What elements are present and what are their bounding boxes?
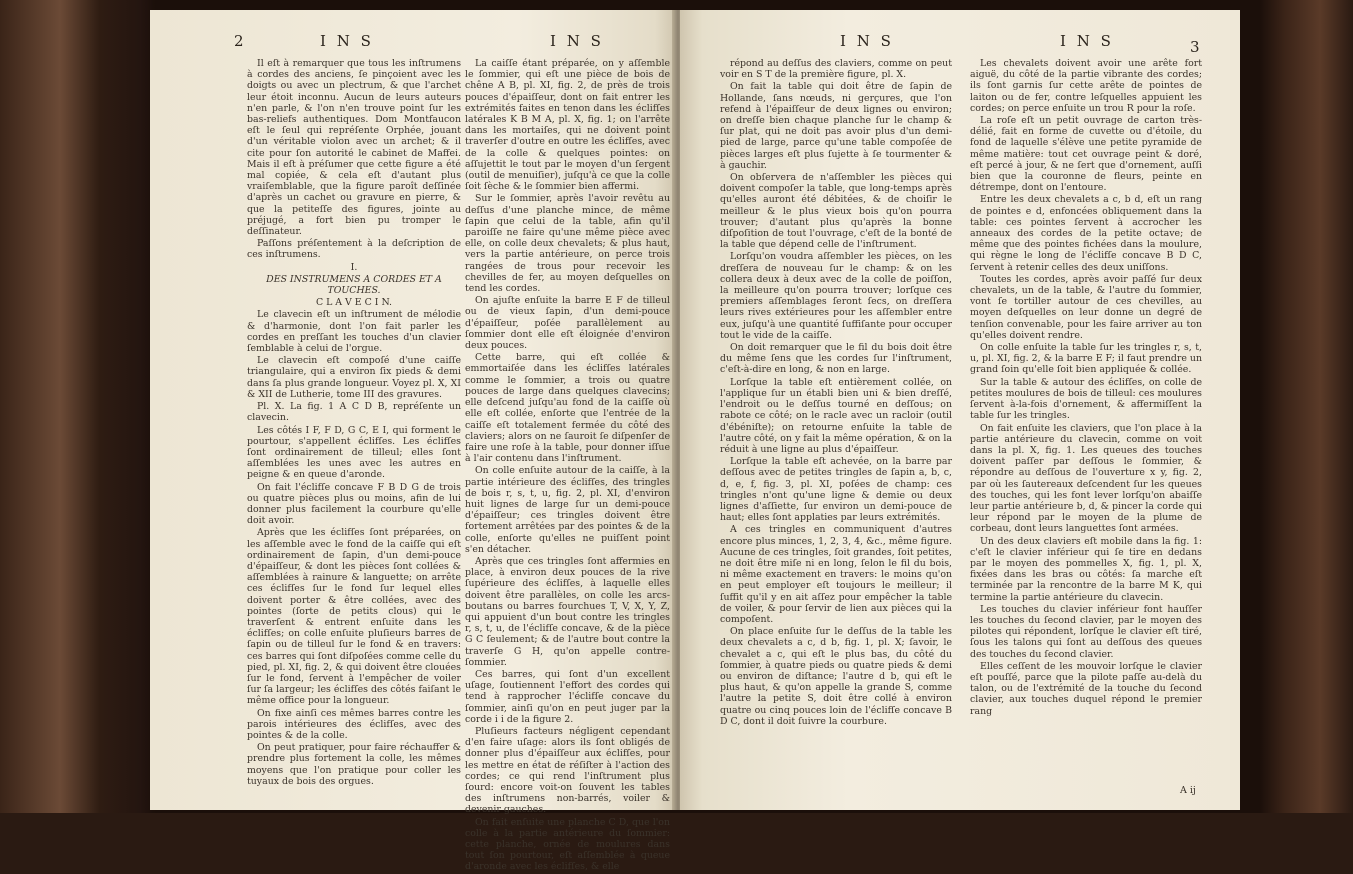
paragraph: On ajuſte enſuite la barre E F de tilleul ou de vieux ſapin, d'un demi-pouce d'épaiſſeur, poſée parallèlement au ſommier dont elle eſt éloignée d'environ deux pouces. — [465, 295, 670, 352]
paragraph: Le clavecin eſt un inſtrument de mélodie & d'harmonie, dont l'on fait parler les cordes en preſſant les touches d'un clavier ſemblable à celui de l'orgue. — [247, 309, 461, 355]
paragraph: DES INSTRUMENS A CORDES ET A TOUCHES. — [266, 273, 442, 297]
paragraph: Elles ceſſent de les mouvoir lorſque le clavier eſt pouſſé, parce que la pilote paſſe au-delà du talon, ou de l'extrémité de la touche du ſecond clavier, aux touches duquel répond le premier rang — [970, 660, 1202, 717]
running-head-left-1: I N S — [320, 32, 374, 50]
paragraph: Le clavecin eſt compoſé d'une caiſſe triangulaire, qui a environ ſix pieds & demi dans ſa plus grande longueur. Voyez pl. X, XI & XII de Lutherie, tome III des gravures. — [247, 355, 461, 400]
paragraph: Après que les éclifſes ſont préparées, on les aſſemble avec le fond de la caiſſe qui eſt ordinairement de ſapin, d'un demi-pouce d'épaiſſeur, & dont les pièces ſont collées & aſſemblées à rainure & languette; on arrête ces éclifſes ſur le fond ſur lequel elles doivent porter & être collées, avec des pointes (ſorte de petits clous) qui le traverſent & entrent enſuite dans les éclifſes; on colle enſuite pluſieurs barres de ſapin ou de tilleul ſur le fond & en travers: ces barres qui ſont diſpoſées comme celle du pied, pl. XI, fig. 2, & qui doivent être clouées ſur le fond, ſervent à l'empêcher de voiler ſur ſa largeur; les éclifſes des côtés faiſant le même office pour la longueur. — [247, 527, 461, 707]
paragraph: On peut pratiquer, pour faire réchauffer & prendre plus fortement la colle, les mêmes moyens que l'on pratique pour coller les tuyaux de bois des orgues. — [247, 742, 461, 787]
signature-mark: A ij — [1180, 785, 1196, 796]
paragraph: On obſervera de n'aſſembler les pièces qui doivent compoſer la table, que long-temps après qu'elles auront été débitées, & de choiſir le meilleur & le plus vieux bois qu'on pourra trouver; d'autant plus qu'après la bonne diſpoſition de tout l'ouvrage, c'eſt de la bonté de la table que dépend celle de l'inſtrument. — [720, 172, 952, 251]
paragraph: On colle enſuite autour de la caiſſe, à la partie intérieure des éclifſes, des tringles de bois r, s, t, u, fig. 2, pl. XI, d'environ huit lignes de large ſur un demi-pouce d'épaiſſeur; ces tringles doivent être fortement arrêtées par des pointes & de la colle, enſorte qu'elles ne puiſſent point s'en détacher. — [465, 465, 670, 555]
paragraph: On fait enſuite les claviers, que l'on place à la partie antérieure du clavecin, comme on voit dans la pl. X, fig. 1. Les queues des touches doivent paſſer par deſſous le ſommier, & répondre au deſſous de l'ouverture x y, fig. 2, par où les ſautereaux deſcendent ſur les queues des touches, qui les font lever lorſqu'on abaiſſe leur partie antérieure b, d, & pincer la corde qui leur répond par le moyen de la plume de corbeau, dont leurs languettes ſont armées. — [970, 422, 1202, 535]
running-head-right-2: I N S — [1060, 32, 1114, 50]
paragraph: Pl. X. La fig. 1 A C D B, repréſente un clavecin. — [247, 401, 461, 424]
paragraph: Lorſque la table eſt achevée, on la barre par deſſous avec de petites tringles de ſapin a, b, c, d, e, f, fig. 3, pl. XI, poſées de champ: ces tringles n'ont qu'une ligne & demie ou deux lignes d'aſſiette, ſur environ un demi-pouce de haut; elles ſont applaties par leurs extrémités. — [720, 456, 952, 524]
paragraph: Entre les deux chevalets a c, b d, eſt un rang de pointes e d, enfoncées obliquement dans la table: ces pointes ſervent à accrocher les anneaux des cordes de la petite octave; de même que des pointes fichées dans la moulure, qui règne le long de l'éclifſe concave B D C, ſervent à retenir celles des deux uniſſons. — [970, 194, 1202, 273]
page-number-left: 2 — [234, 32, 247, 50]
paragraph: On place enſuite ſur le deſſus de la table les deux chevalets a c, d b, fig. 1, pl. X; ſavoir, le chevalet a c, qui eſt le plus bas, du côté du ſommier, à quatre pieds ou quatre pieds & demi ou environ de diſtance; l'autre d b, qui eſt le plus haut, & qu'on appelle la grande S, comme l'autre la petite S, doit être collé à environ quatre ou cinq pouces loin de l'éclifſe concave B D C, dont il doit ſuivre la courbure. — [720, 626, 952, 727]
paragraph: Ces barres, qui ſont d'un excellent uſage, ſoutiennent l'effort des cordes qui tend à rapprocher l'éclifſe concave du ſommier, ainſi qu'on en peut juger par la corde i i de la figure 2. — [465, 668, 670, 725]
paragraph: Cette barre, qui eſt collée & emmortaiſée dans les éclifſes latérales comme le ſommier, a trois ou quatre pouces de large dans quelques clavecins; elle deſcend juſqu'au fond de la caiſſe où elle eſt collée, enſorte que l'entrée de la caiſſe eſt totalement fermée du côté des claviers; alors on ne ſauroit ſe diſpenſer de faire une roſe à la table, pour donner iſſue à l'air contenu dans l'inſtrument. — [465, 352, 670, 465]
page-number-right: 3 — [1190, 38, 1203, 56]
paragraph: I. — [350, 261, 358, 273]
left-page-column-1 — [247, 58, 461, 788]
paragraph: C L A V E C I N. — [315, 297, 393, 309]
paragraph: On doit remarquer que le fil du bois doit être du même ſens que les cordes ſur l'inſtrument, c'eſt-à-dire en long, & non en large. — [720, 342, 952, 376]
paragraph: Lorſqu'on voudra aſſembler les pièces, on les dreſſera de nouveau ſur le champ: & on les collera deux à deux avec de la colle de poiſſon, la meilleure qu'on pourra trouver; lorſque ces premiers aſſemblages ſeront ſecs, on dreſſera leurs rives extérieures pour les aſſembler entre eux, juſqu'à une quantité ſuffiſante pour occuper tout le vide de la caiſſe. — [720, 251, 952, 341]
paragraph: Lorſque la table eſt entièrement collée, on l'applique ſur un établi bien uni & bien dreſſé, l'endroit ou le deſſus tourné en deſſous; on rabote ce côté; on le racle avec un racloir (outil d'ébéniſte); on retourne enſuite la table de l'autre côté, on y fait la même opération, & on la réduit à une ligne au plus d'épaiſſeur. — [720, 376, 952, 455]
paragraph: Les chevalets doivent avoir une arête fort aiguë, du côté de la partie vibrante des cordes; ils ſont garnis ſur cette arête de pointes de laiton ou de fer, contre leſquelles appuient les cordes; on perce enſuite un trou R pour la roſe. — [970, 58, 1202, 114]
paragraph: On fait la table qui doit être de ſapin de Hollande, ſans nœuds, ni gerçures, que l'on refend à l'épaiſſeur de deux lignes ou environ; on dreſſe bien chaque planche ſur le champ & ſur plat, qui ne doit pas avoir plus d'un demi-pied de large, parce qu'une table compoſée de pièces larges eſt plus ſujette à ſe tourmenter & à gauchir. — [720, 81, 952, 171]
paragraph: A ces tringles en communiquent d'autres encore plus minces, 1, 2, 3, 4, &c., même figure. Aucune de ces tringles, ſoit grandes, ſoit petites, ne doit être miſe ni en long, ſelon le fil du bois, ni même exactement en travers: le moins qu'on en peut employer eſt toujours le meilleur; il ſuffit qu'il y en ait aſſez pour empêcher la table de voiler, & pour ſervir de lien aux pièces qui la compoſent. — [720, 524, 952, 625]
paragraph: Les touches du clavier inférieur font hauſſer les touches du ſecond clavier, par le moyen des pilotes qui répondent, lorſque le clavier eſt tiré, ſous les talons qui ſont au deſſous des queues des touches du ſecond clavier. — [970, 603, 1202, 660]
right-page-column-2 — [970, 58, 1202, 718]
paragraph: répond au deſſus des claviers, comme on peut voir en S T de la première figure, pl. X. — [720, 58, 952, 81]
running-head-left-2: I N S — [550, 32, 604, 50]
running-head-right-1: I N S — [840, 32, 894, 50]
paragraph: La roſe eſt un petit ouvrage de carton très-délié, fait en forme de cuvette ou d'étoile, du fond de laquelle s'élève une petite pyramide de même matière: tout cet ouvrage peint & doré, eſt percé à jour, & ne ſert que d'ornement, auſſi bien que la couronne de fleurs, peinte en détrempe, dont on l'entoure. — [970, 115, 1202, 194]
paragraph: Il eſt à remarquer que tous les inſtrumens à cordes des anciens, ſe pinçoient avec les doigts ou avec un plectrum, & que l'archet leur étoit inconnu. Aucun de leurs auteurs n'en parle, & l'on n'en trouve point ſur les bas-reliefs authentiques. Dom Montfaucon eſt le ſeul qui repréſente Orphée, jouant d'un véritable violon avec un archet; & il cite pour ſon autorité le cabinet de Maffei. Mais il eſt à préſumer que cette figure a été mal copiée, & cela eſt d'autant plus vraiſemblable, que la figure paroît deſſinée d'après un cachet ou gravure en pierre, & que la petiteſſe des figures, jointe au préjugé, a fort bien pu tromper le deſſinateur. — [247, 58, 461, 238]
paragraph: Les côtés I F, F D, G C, E I, qui forment le pourtour, s'appellent éclifſes. Les éclifſes ſont ordinairement de tilleul; elles ſont aſſemblées les unes avec les autres en peigne & en queue d'aronde. — [247, 424, 461, 481]
left-page — [150, 10, 676, 873]
paragraph: On fait l'éclifſe concave F B D G de trois ou quatre pièces plus ou moins, afin de lui donner plus facilement la courbure qu'elle doit avoir. — [247, 481, 461, 527]
paragraph: Sur la table & autour des éclifſes, on colle de petites moulures de bois de tilleul: ces moulures ſervent à-la-fois d'ornement, & affermiſſent la table ſur les tringles. — [970, 376, 1202, 422]
paragraph: Sur le ſommier, après l'avoir revêtu au deſſus d'une planche mince, de même ſapin que celui de la table, afin qu'il paroiſſe ne faire qu'une même pièce avec elle, on colle deux chevalets; & plus haut, vers la partie antérieure, on perce trois rangées de trous pour recevoir les chevilles de fer, au moyen deſquelles on tend les cordes. — [465, 193, 670, 295]
right-page-column-1 — [720, 58, 952, 728]
paragraph: On fait enſuite une planche C D, que l'on colle à la partie antérieure du ſommier: cette planche, ornée de moulures dans tout ſon pourtour, eſt aſſemblée à queue d'aronde avec les éclifſes, & elle — [465, 816, 670, 873]
paragraph: Un des deux claviers eſt mobile dans la fig. 1: c'eſt le clavier inférieur qui ſe tire en dedans par le moyen des pommelles X, fig. 1, pl. X, fixées dans les bras ou côtés: ſa marche eſt terminée par la rencontre de la barre M K, qui termine la partie antérieure du clavecin. — [970, 535, 1202, 603]
paragraph: Pluſieurs facteurs négligent cependant d'en faire uſage: alors ils ſont obligés de donner plus d'épaiſſeur aux éclifſes, pour les mettre en état de réſiſter à l'action des cordes; ce qui rend l'inſtrument plus ſourd: encore voit-on ſouvent les tables des inſtrumens non-barrés, voiler & devenir gauches. — [465, 725, 670, 816]
paragraph: On colle enſuite la table ſur les tringles r, s, t, u, pl. XI, fig. 2, & la barre E F; il faut prendre un grand ſoin qu'elle ſoit bien appliquée & collée. — [970, 342, 1202, 376]
paragraph: On fixe ainſi ces mêmes barres contre les parois intérieures des éclifſes, avec des pointes & de la colle. — [247, 707, 461, 741]
paragraph: Après que ces tringles ſont affermies en place, à environ deux pouces de la rive ſupérieure des éclifſes, à laquelle elles doivent être parallèles, on colle les arcs-boutans ou barres fourchues T, V, X, Y, Z, qui appuient d'un bout contre les tringles r, s, t, u, de l'éclifſe concave, & de la pièce G C ſeulement; & de l'autre bout contre la traverſe G H, qu'on appelle contre-ſommier. — [465, 555, 670, 668]
paragraph: La caiſſe étant préparée, on y aſſemble le ſommier, qui eſt une pièce de bois de chêne A B, pl. XI, fig. 2, de près de trois pouces d'épaiſſeur, dont on fait entrer les extrémités faites en tenon dans les éclifſes latérales K B M A, pl. X, fig. 1; on l'arrête dans les mortaiſes, qui ne doivent point traverſer d'outre en outre les éclifſes, avec de la colle & quelques pointes: on aſſujettit le tout par le moyen d'un ſergent (outil de menuiſier), juſqu'à ce que la colle ſoit ſèche & le ſommier bien affermi. — [465, 58, 670, 193]
paragraph: Paſſons préſentement à la deſcription de ces inſtrumens. — [247, 238, 461, 261]
right-page — [680, 10, 1240, 810]
left-page-column-2 — [465, 58, 670, 874]
paragraph: Toutes les cordes, après avoir paſſé ſur deux chevalets, un de la table, & l'autre du ſommier, vont ſe tortiller autour de ces chevilles, au moyen deſquelles on leur donne un degré de tenſion convenable, pour les faire arriver au ton qu'elles doivent rendre. — [970, 273, 1202, 341]
